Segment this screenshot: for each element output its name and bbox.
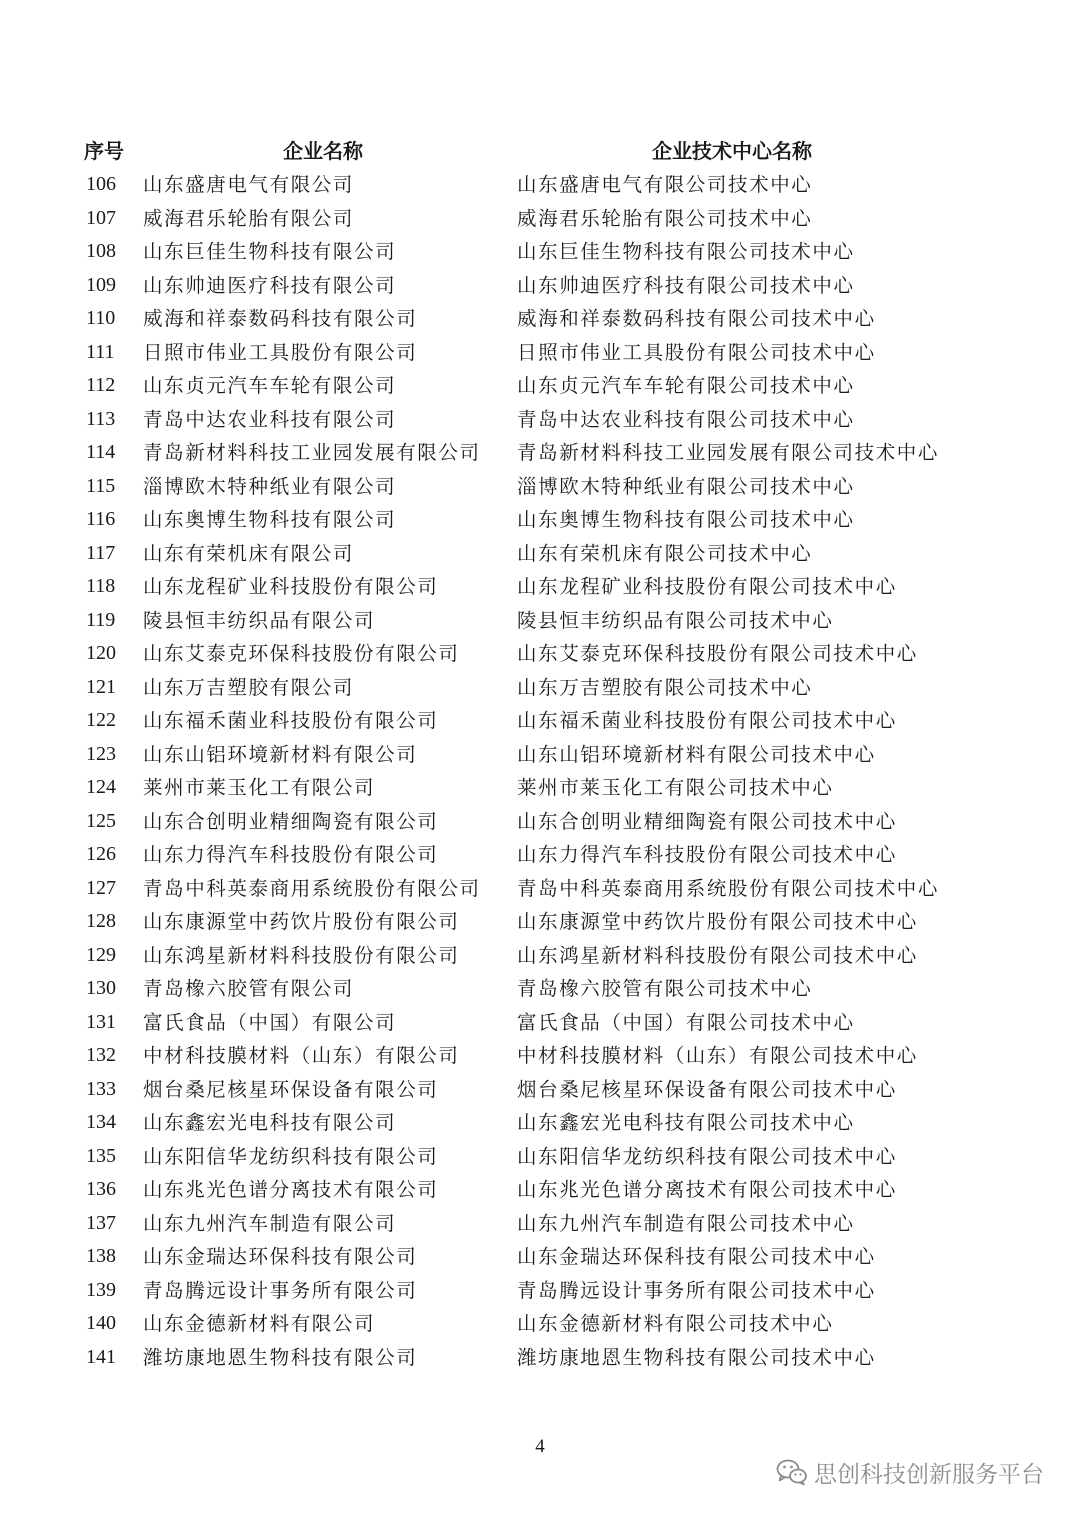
page-number: 4 <box>535 1436 545 1457</box>
row-seq: 108 <box>86 240 116 262</box>
table-row <box>0 905 1080 939</box>
row-company-name: 山东力得汽车科技股份有限公司 <box>143 843 439 866</box>
row-center-name: 山东贞元汽车车轮有限公司技术中心 <box>517 374 855 397</box>
row-company-name: 潍坊康地恩生物科技有限公司 <box>143 1345 418 1369</box>
table-row <box>0 671 1080 705</box>
row-company-name: 山东九州汽车制造有限公司 <box>143 1211 397 1235</box>
row-seq: 138 <box>86 1245 116 1267</box>
row-seq: 141 <box>86 1345 116 1368</box>
table-row <box>0 972 1080 1006</box>
row-company-name: 烟台桑尼核星环保设备有限公司 <box>143 1077 439 1101</box>
row-company-name: 山东福禾菌业科技股份有限公司 <box>143 709 439 732</box>
row-center-name: 青岛腾远设计事务所有限公司技术中心 <box>517 1278 876 1302</box>
table-row <box>0 1307 1080 1341</box>
row-center-name: 陵县恒丰纺织品有限公司技术中心 <box>517 608 834 632</box>
row-center-name: 山东力得汽车科技股份有限公司技术中心 <box>517 843 897 866</box>
row-center-name: 日照市伟业工具股份有限公司技术中心 <box>517 340 876 364</box>
table-header <box>0 134 1080 168</box>
row-seq: 122 <box>86 709 116 731</box>
row-center-name: 山东鑫宏光电科技有限公司技术中心 <box>517 1111 855 1134</box>
row-center-name: 中材科技膜材料（山东）有限公司技术中心 <box>517 1044 918 1067</box>
row-center-name: 山东艾泰克环保科技股份有限公司技术中心 <box>517 642 918 665</box>
table-row <box>0 470 1080 504</box>
row-center-name: 潍坊康地恩生物科技有限公司技术中心 <box>517 1345 876 1369</box>
row-seq: 117 <box>86 541 116 564</box>
row-company-name: 山东巨佳生物科技有限公司 <box>143 240 397 263</box>
row-center-name: 莱州市莱玉化工有限公司技术中心 <box>517 776 834 799</box>
row-company-name: 中材科技膜材料（山东）有限公司 <box>143 1044 460 1067</box>
row-company-name: 日照市伟业工具股份有限公司 <box>143 340 418 364</box>
row-company-name: 青岛橡六胶管有限公司 <box>143 977 355 1000</box>
row-center-name: 淄博欧木特种纸业有限公司技术中心 <box>517 474 855 498</box>
table-row <box>0 302 1080 336</box>
row-seq: 124 <box>86 776 116 798</box>
table-row <box>0 1073 1080 1107</box>
row-seq: 116 <box>86 508 116 530</box>
row-seq: 111 <box>86 340 115 363</box>
table-row <box>0 704 1080 738</box>
row-center-name: 山东康源堂中药饮片股份有限公司技术中心 <box>517 910 918 933</box>
table-row <box>0 637 1080 671</box>
row-center-name: 富氏食品（中国）有限公司技术中心 <box>517 1010 855 1034</box>
row-seq: 140 <box>86 1312 116 1334</box>
row-center-name: 山东山铝环境新材料有限公司技术中心 <box>517 742 876 766</box>
row-company-name: 青岛新材料科技工业园发展有限公司 <box>143 441 481 464</box>
row-company-name: 威海和祥泰数码科技有限公司 <box>143 307 418 330</box>
table-row <box>0 537 1080 571</box>
row-company-name: 山东康源堂中药饮片股份有限公司 <box>143 910 460 933</box>
row-seq: 132 <box>86 1044 116 1066</box>
table-row <box>0 336 1080 370</box>
row-center-name: 青岛橡六胶管有限公司技术中心 <box>517 977 813 1000</box>
row-center-name: 山东巨佳生物科技有限公司技术中心 <box>517 240 855 263</box>
row-company-name: 山东鑫宏光电科技有限公司 <box>143 1111 397 1134</box>
row-company-name: 陵县恒丰纺织品有限公司 <box>143 608 376 632</box>
table-row <box>0 1140 1080 1174</box>
table-row <box>0 1341 1080 1375</box>
table-row <box>0 570 1080 604</box>
row-seq: 139 <box>86 1278 116 1301</box>
row-center-name: 山东盛唐电气有限公司技术中心 <box>517 173 813 196</box>
row-seq: 130 <box>86 977 116 999</box>
table-row <box>0 738 1080 772</box>
row-center-name: 山东福禾菌业科技股份有限公司技术中心 <box>517 709 897 732</box>
row-seq: 125 <box>86 809 116 832</box>
table-row <box>0 872 1080 906</box>
table-row <box>0 1240 1080 1274</box>
table-row <box>0 1006 1080 1040</box>
row-center-name: 青岛中达农业科技有限公司技术中心 <box>517 407 855 431</box>
row-company-name: 山东兆光色谱分离技术有限公司 <box>143 1178 439 1201</box>
row-seq: 113 <box>86 407 116 430</box>
table-row <box>0 1106 1080 1140</box>
row-company-name: 山东龙程矿业科技股份有限公司 <box>143 575 439 598</box>
row-company-name: 山东万吉塑胶有限公司 <box>143 675 355 699</box>
watermark <box>776 1452 1044 1492</box>
row-company-name: 青岛腾远设计事务所有限公司 <box>143 1278 418 1302</box>
row-center-name: 山东有荣机床有限公司技术中心 <box>517 541 813 565</box>
table-row <box>0 403 1080 437</box>
row-seq: 119 <box>86 608 116 631</box>
row-seq: 126 <box>86 843 116 865</box>
row-company-name: 山东盛唐电气有限公司 <box>143 173 355 196</box>
row-center-name: 山东帅迪医疗科技有限公司技术中心 <box>517 273 855 297</box>
row-company-name: 山东帅迪医疗科技有限公司 <box>143 273 397 297</box>
row-seq: 131 <box>86 1010 116 1033</box>
row-seq: 121 <box>86 675 116 698</box>
row-seq: 115 <box>86 474 116 497</box>
row-company-name: 威海君乐轮胎有限公司 <box>143 206 355 230</box>
row-center-name: 山东万吉塑胶有限公司技术中心 <box>517 675 813 699</box>
row-seq: 107 <box>86 206 116 229</box>
table-row <box>0 202 1080 236</box>
row-center-name: 山东阳信华龙纺织科技有限公司技术中心 <box>517 1144 897 1168</box>
row-company-name: 山东金瑞达环保科技有限公司 <box>143 1245 418 1268</box>
row-seq: 112 <box>86 374 116 396</box>
row-center-name: 山东鸿星新材料科技股份有限公司技术中心 <box>517 943 918 967</box>
table-row <box>0 269 1080 303</box>
table-row <box>0 503 1080 537</box>
table-row <box>0 235 1080 269</box>
row-company-name: 富氏食品（中国）有限公司 <box>143 1010 397 1034</box>
header-center: 企业技术中心名称 <box>652 139 812 163</box>
table-row <box>0 1039 1080 1073</box>
table-body <box>0 168 1080 1374</box>
row-seq: 129 <box>86 943 116 966</box>
row-seq: 135 <box>86 1144 116 1167</box>
row-seq: 128 <box>86 910 116 932</box>
table-row <box>0 939 1080 973</box>
row-company-name: 青岛中科英泰商用系统股份有限公司 <box>143 876 481 900</box>
table-row <box>0 838 1080 872</box>
row-company-name: 山东鸿星新材料科技股份有限公司 <box>143 943 460 967</box>
row-company-name: 山东有荣机床有限公司 <box>143 541 355 565</box>
row-company-name: 山东奥博生物科技有限公司 <box>143 508 397 531</box>
header-company: 企业名称 <box>283 139 363 163</box>
row-seq: 118 <box>86 575 116 597</box>
table-row <box>0 168 1080 202</box>
row-center-name: 烟台桑尼核星环保设备有限公司技术中心 <box>517 1077 897 1101</box>
row-center-name: 威海君乐轮胎有限公司技术中心 <box>517 206 813 230</box>
table-row <box>0 604 1080 638</box>
row-seq: 137 <box>86 1211 116 1234</box>
row-seq: 110 <box>86 307 116 329</box>
wechat-icon <box>776 1458 808 1486</box>
row-seq: 120 <box>86 642 116 664</box>
table-row <box>0 436 1080 470</box>
row-center-name: 山东兆光色谱分离技术有限公司技术中心 <box>517 1178 897 1201</box>
row-seq: 134 <box>86 1111 116 1133</box>
row-center-name: 青岛中科英泰商用系统股份有限公司技术中心 <box>517 876 940 900</box>
row-company-name: 山东金德新材料有限公司 <box>143 1312 376 1335</box>
row-company-name: 山东艾泰克环保科技股份有限公司 <box>143 642 460 665</box>
row-company-name: 山东阳信华龙纺织科技有限公司 <box>143 1144 439 1168</box>
row-center-name: 山东金德新材料有限公司技术中心 <box>517 1312 834 1335</box>
row-seq: 133 <box>86 1077 116 1100</box>
row-company-name: 山东山铝环境新材料有限公司 <box>143 742 418 766</box>
row-seq: 114 <box>86 441 116 463</box>
row-seq: 127 <box>86 876 116 899</box>
row-center-name: 山东金瑞达环保科技有限公司技术中心 <box>517 1245 876 1268</box>
watermark-text: 思创科技创新服务平台 <box>814 1461 1044 1488</box>
row-center-name: 山东九州汽车制造有限公司技术中心 <box>517 1211 855 1235</box>
row-seq: 106 <box>86 173 116 195</box>
row-seq: 123 <box>86 742 116 765</box>
table-row <box>0 771 1080 805</box>
row-company-name: 青岛中达农业科技有限公司 <box>143 407 397 431</box>
row-company-name: 山东合创明业精细陶瓷有限公司 <box>143 809 439 833</box>
row-center-name: 青岛新材料科技工业园发展有限公司技术中心 <box>517 441 940 464</box>
row-company-name: 淄博欧木特种纸业有限公司 <box>143 474 397 498</box>
row-center-name: 山东龙程矿业科技股份有限公司技术中心 <box>517 575 897 598</box>
row-center-name: 山东奥博生物科技有限公司技术中心 <box>517 508 855 531</box>
row-center-name: 山东合创明业精细陶瓷有限公司技术中心 <box>517 809 897 833</box>
row-company-name: 莱州市莱玉化工有限公司 <box>143 776 376 799</box>
row-company-name: 山东贞元汽车车轮有限公司 <box>143 374 397 397</box>
table-row <box>0 805 1080 839</box>
row-seq: 109 <box>86 273 116 296</box>
row-seq: 136 <box>86 1178 116 1200</box>
table-row <box>0 1274 1080 1308</box>
table-row <box>0 1173 1080 1207</box>
table-row <box>0 369 1080 403</box>
header-seq: 序号 <box>84 139 124 163</box>
row-center-name: 威海和祥泰数码科技有限公司技术中心 <box>517 307 876 330</box>
table-row <box>0 1207 1080 1241</box>
